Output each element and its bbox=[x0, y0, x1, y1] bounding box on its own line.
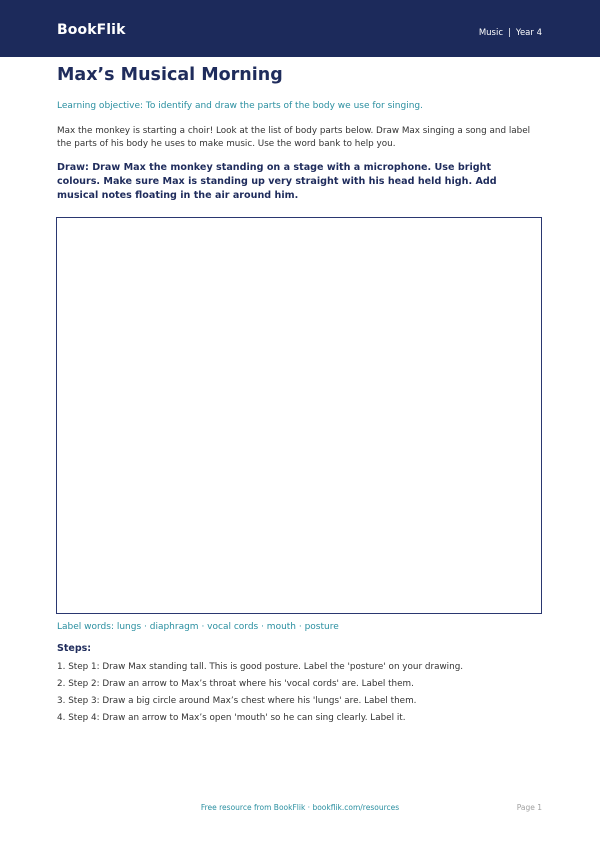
brand-logo: BookFlik bbox=[57, 22, 126, 38]
draw-instruction: Draw: Draw Max the monkey standing on a stage with a microphone. Use bright colours. Make sure Max is standing up very straight with his head held high. Add musical notes floating in the air around him. bbox=[57, 162, 497, 201]
step-item-1: 1. Step 1: Draw Max standing tall. This is good posture. Label the 'posture' on your drawing. bbox=[57, 662, 464, 672]
step-item-2: 2. Step 2: Draw an arrow to Max’s throat where his 'vocal cords' are. Label them. bbox=[57, 679, 414, 689]
page-title: Max’s Musical Morning bbox=[57, 65, 283, 85]
header-meta bbox=[479, 28, 542, 38]
page-number: Page 1 bbox=[516, 803, 542, 812]
page-header bbox=[0, 0, 600, 57]
steps-heading: Steps: bbox=[57, 643, 92, 654]
intro-paragraph: Max the monkey is starting a choir! Look at the list of body parts below. Draw Max singing a song and label the parts of his body he uses to make music. Use the word bank to help you. bbox=[57, 126, 531, 149]
step-item-3: 3. Step 3: Draw a big circle around Max’s chest where his 'lungs' are. Label them. bbox=[57, 696, 417, 706]
subject-label: Music bbox=[478, 28, 504, 38]
year-label: Year 4 bbox=[515, 28, 542, 38]
meta-separator: | bbox=[508, 28, 511, 38]
drawing-area[interactable] bbox=[56, 217, 542, 614]
label-word-bank: Label words: lungs · diaphragm · vocal cords · mouth · posture bbox=[57, 622, 339, 632]
steps-list bbox=[57, 661, 463, 729]
learning-objective: Learning objective: To identify and draw the parts of the body we use for singing. bbox=[57, 101, 423, 111]
step-item-4: 4. Step 4: Draw an arrow to Max’s open 'mouth' so he can sing clearly. Label it. bbox=[57, 713, 406, 723]
footer-credit: Free resource from BookFlik · bookflik.com/resources bbox=[200, 803, 400, 812]
